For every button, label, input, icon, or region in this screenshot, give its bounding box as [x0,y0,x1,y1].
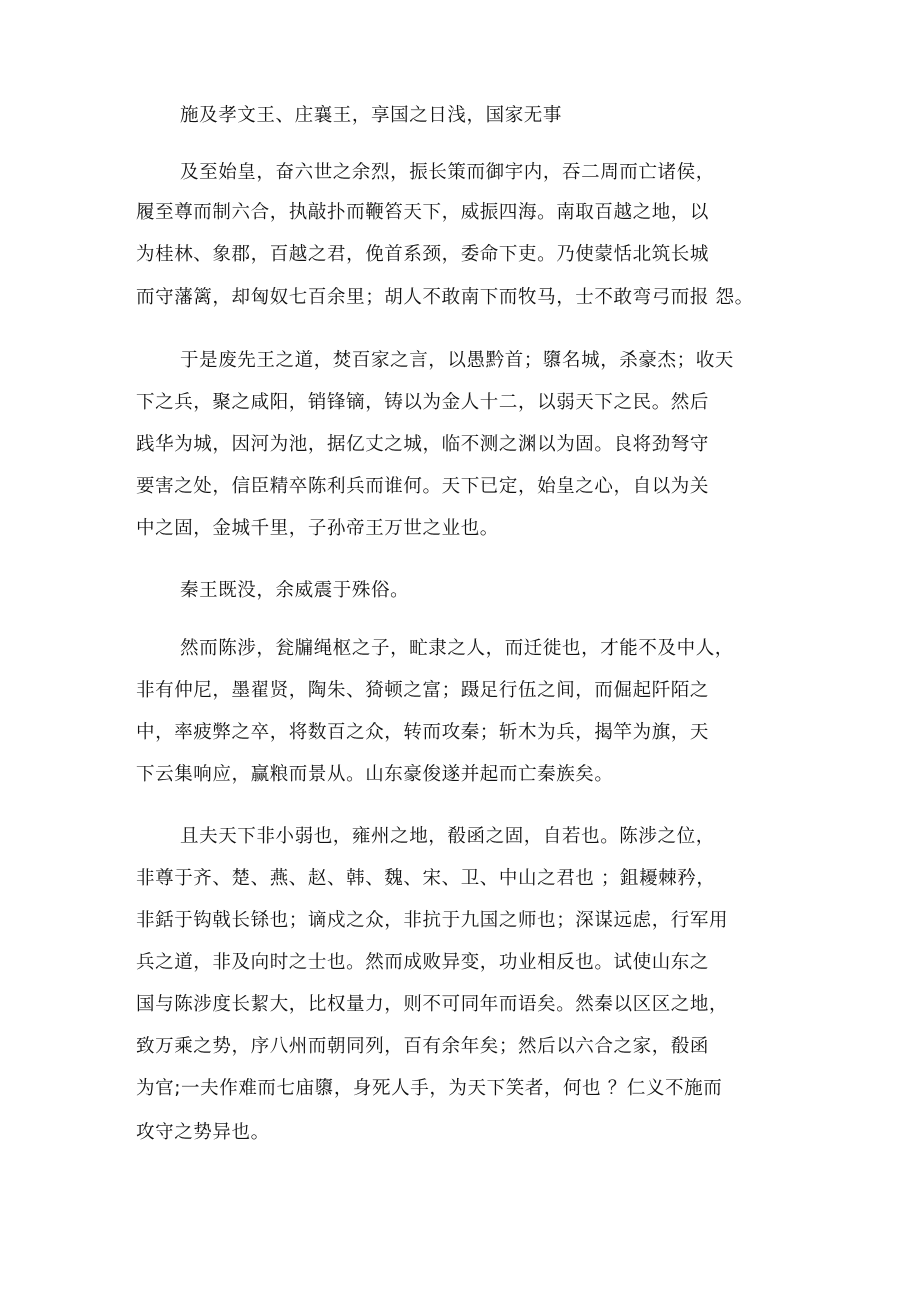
paragraph-5-line-1: 然而陈涉，瓮牖绳枢之子，甿隶之人，而迁徙也，才能不及中人， [180,638,734,659]
paragraph-5-line-3: 中，率疲弊之卒，将数百之众，转而攻秦；斩木为兵，揭竿为旗，天 [136,722,710,743]
paragraph-5-line-2: 非有仲尼，墨翟贤，陶朱、猗顿之富；蹑足行伍之间，而倔起阡陌之 [136,680,710,701]
paragraph-5-line-4: 下云集响应，赢粮而景从。山东豪俊遂并起而亡秦族矣。 [136,764,614,785]
paragraph-6-line-6: 致万乘之势，序八州而朝同列，百有余年矣；然后以六合之家，殽函 [136,1036,710,1057]
paragraph-2-line-2: 履至尊而制六合，执敲扑而鞭笞天下，威振四海。南取百越之地，以 [136,202,710,223]
paragraph-6-line-3: 非銛于钩戟长铩也；谪戍之众，非抗于九国之师也；深谋远虑，行军用 [136,910,729,931]
paragraph-3-line-2: 下之兵，聚之咸阳，销锋镝，铸以为金人十二，以弱天下之民。然后 [136,392,710,413]
paragraph-6-line-7: 为官;一夫作难而七庙隳，身死人手，为天下笑者，何也 ？仁义不施而 [136,1078,723,1099]
paragraph-3-line-4: 要害之处，信臣精卒陈利兵而谁何。天下已定，始皇之心，自以为关 [136,476,710,497]
paragraph-3-line-5: 中之固，金城千里，子孙帝王万世之业也。 [136,518,499,539]
paragraph-6-line-4: 兵之道，非及向时之士也。然而成败异变，功业相反也。试使山东之 [136,952,710,973]
paragraph-6-line-1: 且夫天下非小弱也，雍州之地，殽函之固，自若也。陈涉之位， [180,826,715,847]
paragraph-2-line-3: 为桂林、象郡，百越之君，俛首系颈，委命下吏。乃使蒙恬北筑长城 [136,244,710,265]
paragraph-1-line-1: 施及孝文王、庄襄王，享国之日浅，国家无事 [180,105,563,126]
paragraph-3-line-3: 践华为城，因河为池，据亿丈之城，临不测之渊以为固。良将劲弩守 [136,434,710,455]
paragraph-4-line-1: 秦王既没，余威震于殊俗。 [180,580,410,601]
paragraph-6-line-5: 国与陈涉度长絜大，比权量力，则不可同年而语矣。然秦以区区之地， [136,994,729,1015]
paragraph-6-line-2: 非尊于齐、楚、燕、赵、韩、魏、宋、卫、中山之君也 ；鉏耰棘矜， [136,868,716,889]
paragraph-2-line-4: 而守藩篱，却匈奴七百余里；胡人不敢南下而牧马，士不敢弯弓而报 怨。 [136,287,754,308]
paragraph-2-line-1: 及至始皇，奋六世之余烈，振长策而御宇内，吞二周而亡诸侯， [180,162,715,183]
paragraph-6-line-8: 攻守之势异也。 [136,1122,270,1143]
paragraph-3-line-1: 于是废先王之道，焚百家之言，以愚黔首；隳名城，杀豪杰；收天 [180,350,734,371]
